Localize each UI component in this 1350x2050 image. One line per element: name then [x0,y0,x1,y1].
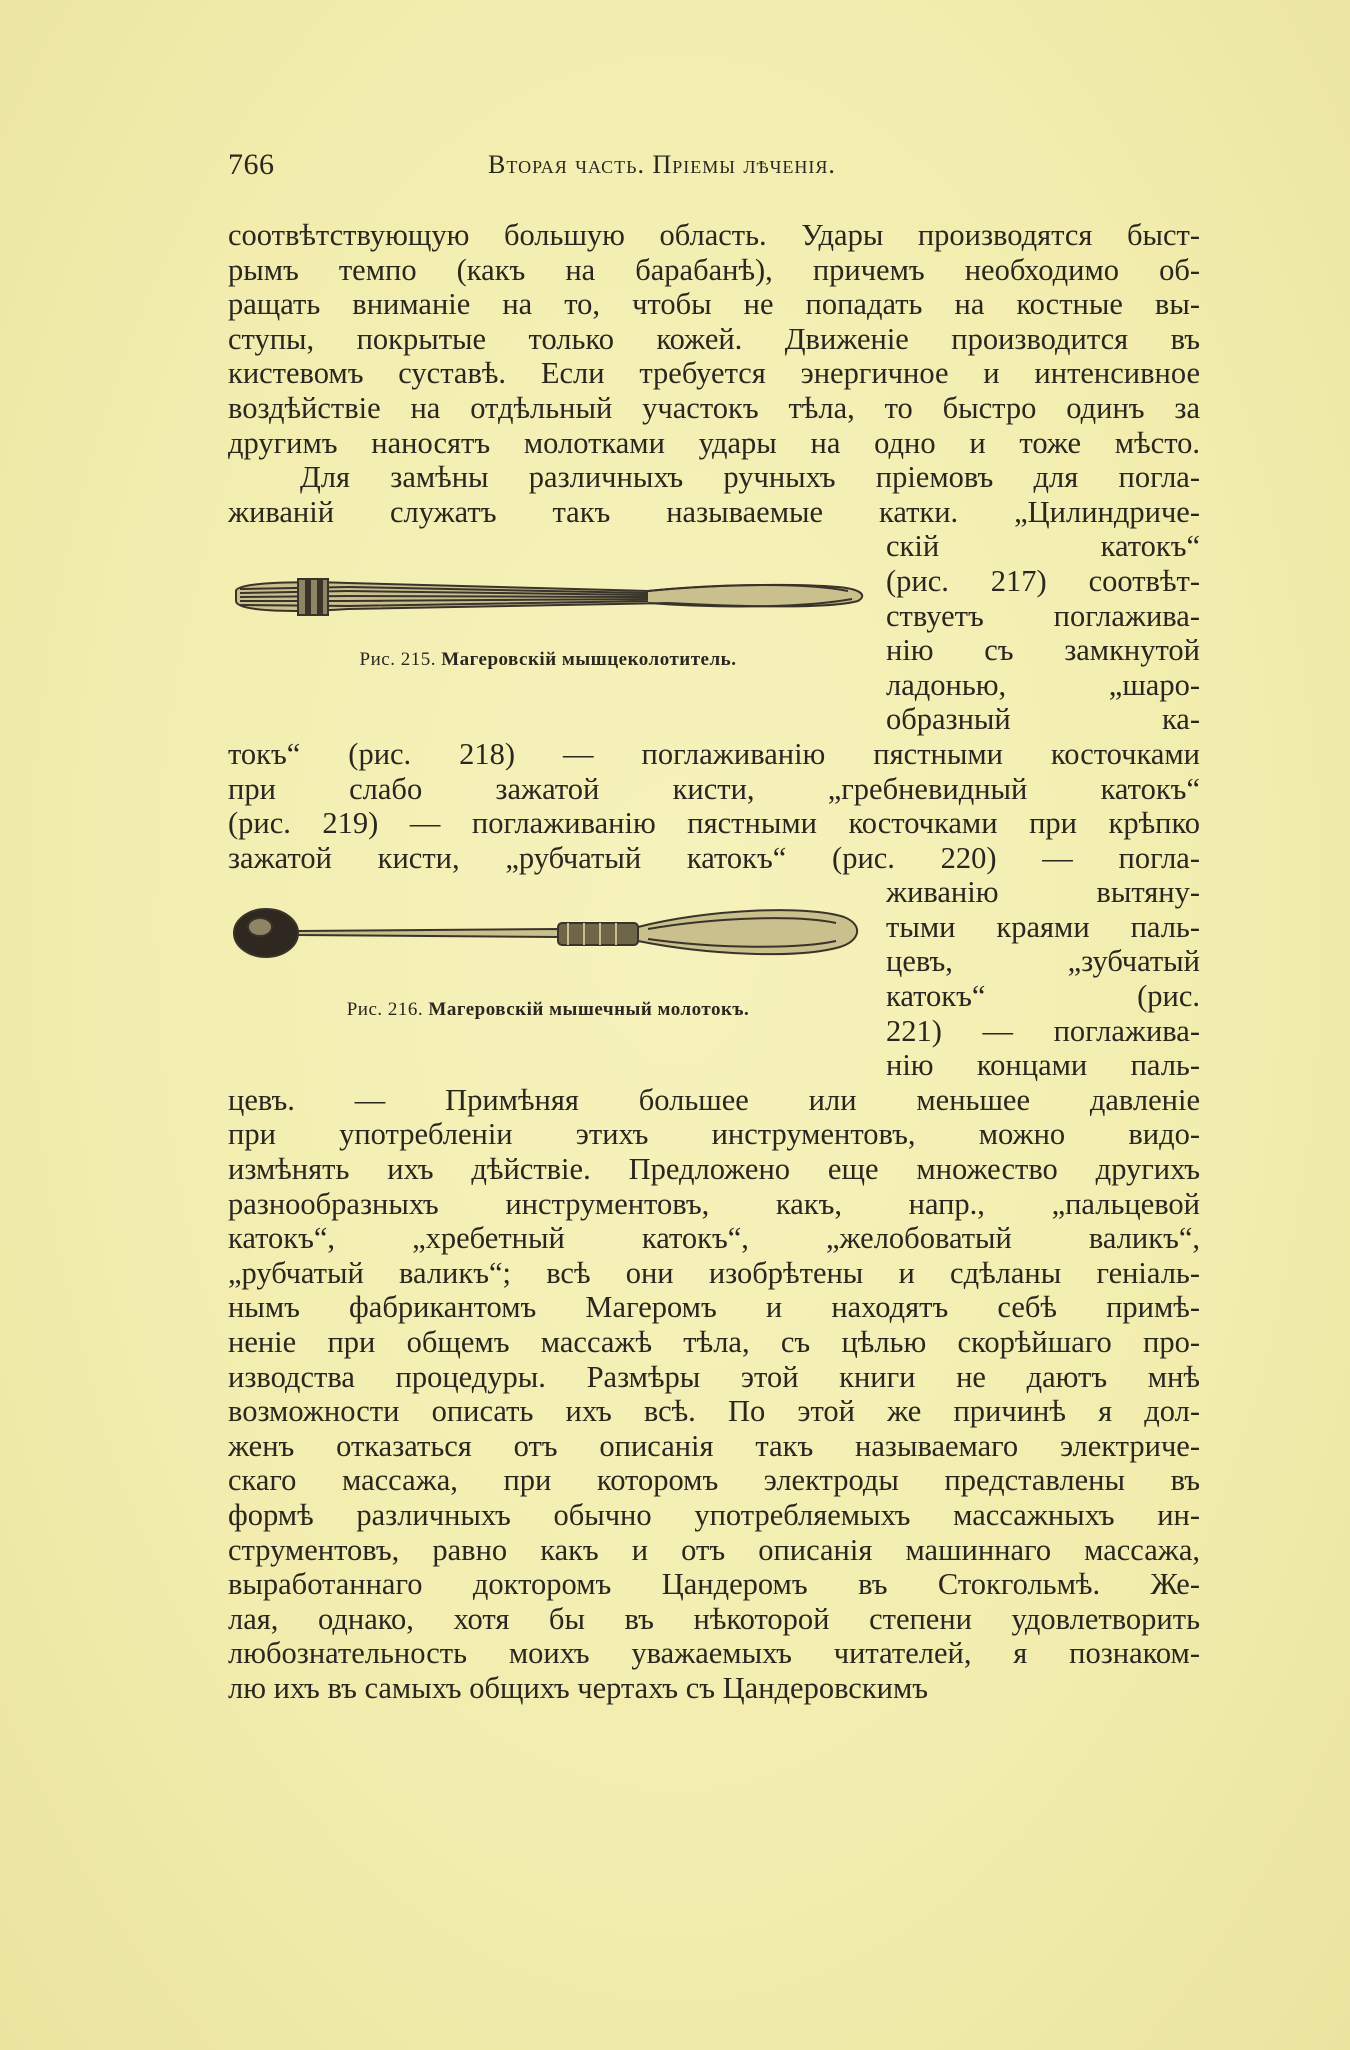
text-line: воздѣйствіе на отдѣльный участокъ тѣла, то быстро одинъ за [228,390,1200,425]
text-line: возможности описать ихъ всѣ. По этой же причинѣ я дол- [228,1394,1200,1429]
figure-216 [228,883,868,1028]
text-line: цевъ. — Примѣняя большее или меньшее давленіе [228,1082,1200,1117]
text-line: токъ“ (рис. 218) — поглаживанію пястными косточками [228,736,1200,771]
text-line: образный ка- [886,702,1200,737]
text-line: Для замѣны различныхъ ручныхъ пріемовъ для погла- [300,460,1200,495]
text-line: 221) — поглажива- [886,1013,1200,1048]
text-line: при употребленіи этихъ инструментовъ, можно видо- [228,1117,1200,1152]
caption-title: Магеровскій мышцеколотитель. [441,649,737,671]
text-line: скаго массажа, при которомъ электроды представлены въ [228,1463,1200,1498]
figure-row-215 [228,529,1200,737]
text-line: скій катокъ“ [886,529,1200,564]
text-line: цевъ, „зубчатый [886,944,1200,979]
muscle-hammer-illustration [228,883,868,993]
mushroom-beater-illustration [228,561,868,643]
text-line: при слабо зажатой кисти, „гребневидный катокъ“ [228,771,1200,806]
text-line: нію концами паль- [886,1048,1200,1083]
text-beside-figure-215 [886,529,1200,737]
text-line: катокъ“, „хребетный катокъ“, „желобоватый валикъ“, [228,1221,1200,1256]
text-line: изводства процедуры. Размѣры этой книги не даютъ мнѣ [228,1359,1200,1394]
body-text [228,218,1200,1706]
caption-216 [228,993,868,1028]
text-line: зажатой кисти, „рубчатый катокъ“ (рис. 220) — погла- [228,840,1200,875]
text-line: кистевомъ суставѣ. Если требуется энергичное и интенсивное [228,356,1200,391]
text-line: лю ихъ въ самыхъ общихъ чертахъ съ Цандеровскимъ [228,1670,929,1705]
page-number: 766 [228,148,275,181]
text-line: тыми краями паль- [886,909,1200,944]
running-title: Вторая часть. Пріемы лѣченія. [488,150,836,179]
text-line: формѣ различныхъ обычно употребляемыхъ массажныхъ ин- [228,1497,1200,1532]
text-line: соотвѣтствующую большую область. Удары производятся быст- [228,218,1200,252]
text-line: любознательность моихъ уважаемыхъ читателей, я познаком- [228,1636,1200,1671]
text-beside-figure-216 [886,875,1200,1083]
text-line: ращать вниманіе на то, чтобы не попадать на костные вы- [228,287,1200,322]
text-line: ладонью, „шаро- [886,667,1200,702]
text-line: (рис. 219) — поглаживанію пястными косточками при крѣпко [228,806,1200,841]
text-line: катокъ“ (рис. [886,979,1200,1014]
caption-title: Магеровскій мышечный молотокъ. [428,999,750,1021]
text-line: женъ отказаться отъ описанія такъ называемаго электриче- [228,1428,1200,1463]
text-line: ступы, покрытые только кожей. Движеніе производится въ [228,321,1200,356]
figure-row-216 [228,875,1200,1083]
text-line: лая, однако, хотя бы въ нѣкоторой степени удовлетворить [228,1601,1200,1636]
figure-215 [228,561,868,678]
text-line: другимъ наносятъ молотками удары на одно и тоже мѣсто. [228,425,1200,460]
text-block-middle [228,737,1200,875]
text-line: живанію вытяну- [886,875,1200,910]
caption-215 [228,643,868,678]
text-line: разнообразныхъ инструментовъ, какъ, напр., „пальцевой [228,1186,1200,1221]
text-block-top [228,218,1200,529]
caption-label: Рис. 216. [346,999,424,1021]
text-line: живаній служатъ такъ называемые катки. „Цилиндриче- [228,494,1200,529]
text-line: ствуетъ поглажива- [886,598,1200,633]
text-line: измѣнять ихъ дѣйствіе. Предложено еще множество другихъ [228,1152,1200,1187]
page-header [228,148,1218,188]
text-line: рымъ темпо (какъ на барабанѣ), причемъ необходимо об- [228,252,1200,287]
text-line: неніе при общемъ массажѣ тѣла, съ цѣлью скорѣйшаго про- [228,1325,1200,1359]
text-line: выработаннаго докторомъ Цандеромъ въ Стокгольмѣ. Же- [228,1567,1200,1602]
caption-label: Рис. 215. [359,649,436,671]
text-line: нію съ замкнутой [886,633,1200,668]
text-line: „рубчатый валикъ“; всѣ они изобрѣтены и сдѣланы геніаль- [228,1255,1200,1290]
text-line: нымъ фабрикантомъ Магеромъ и находятъ себѣ примѣ- [228,1290,1200,1325]
text-line: (рис. 217) соотвѣт- [886,563,1200,598]
text-line: струментовъ, равно какъ и отъ описанія машиннаго массажа, [228,1532,1200,1567]
text-block-bottom [228,1083,1200,1706]
